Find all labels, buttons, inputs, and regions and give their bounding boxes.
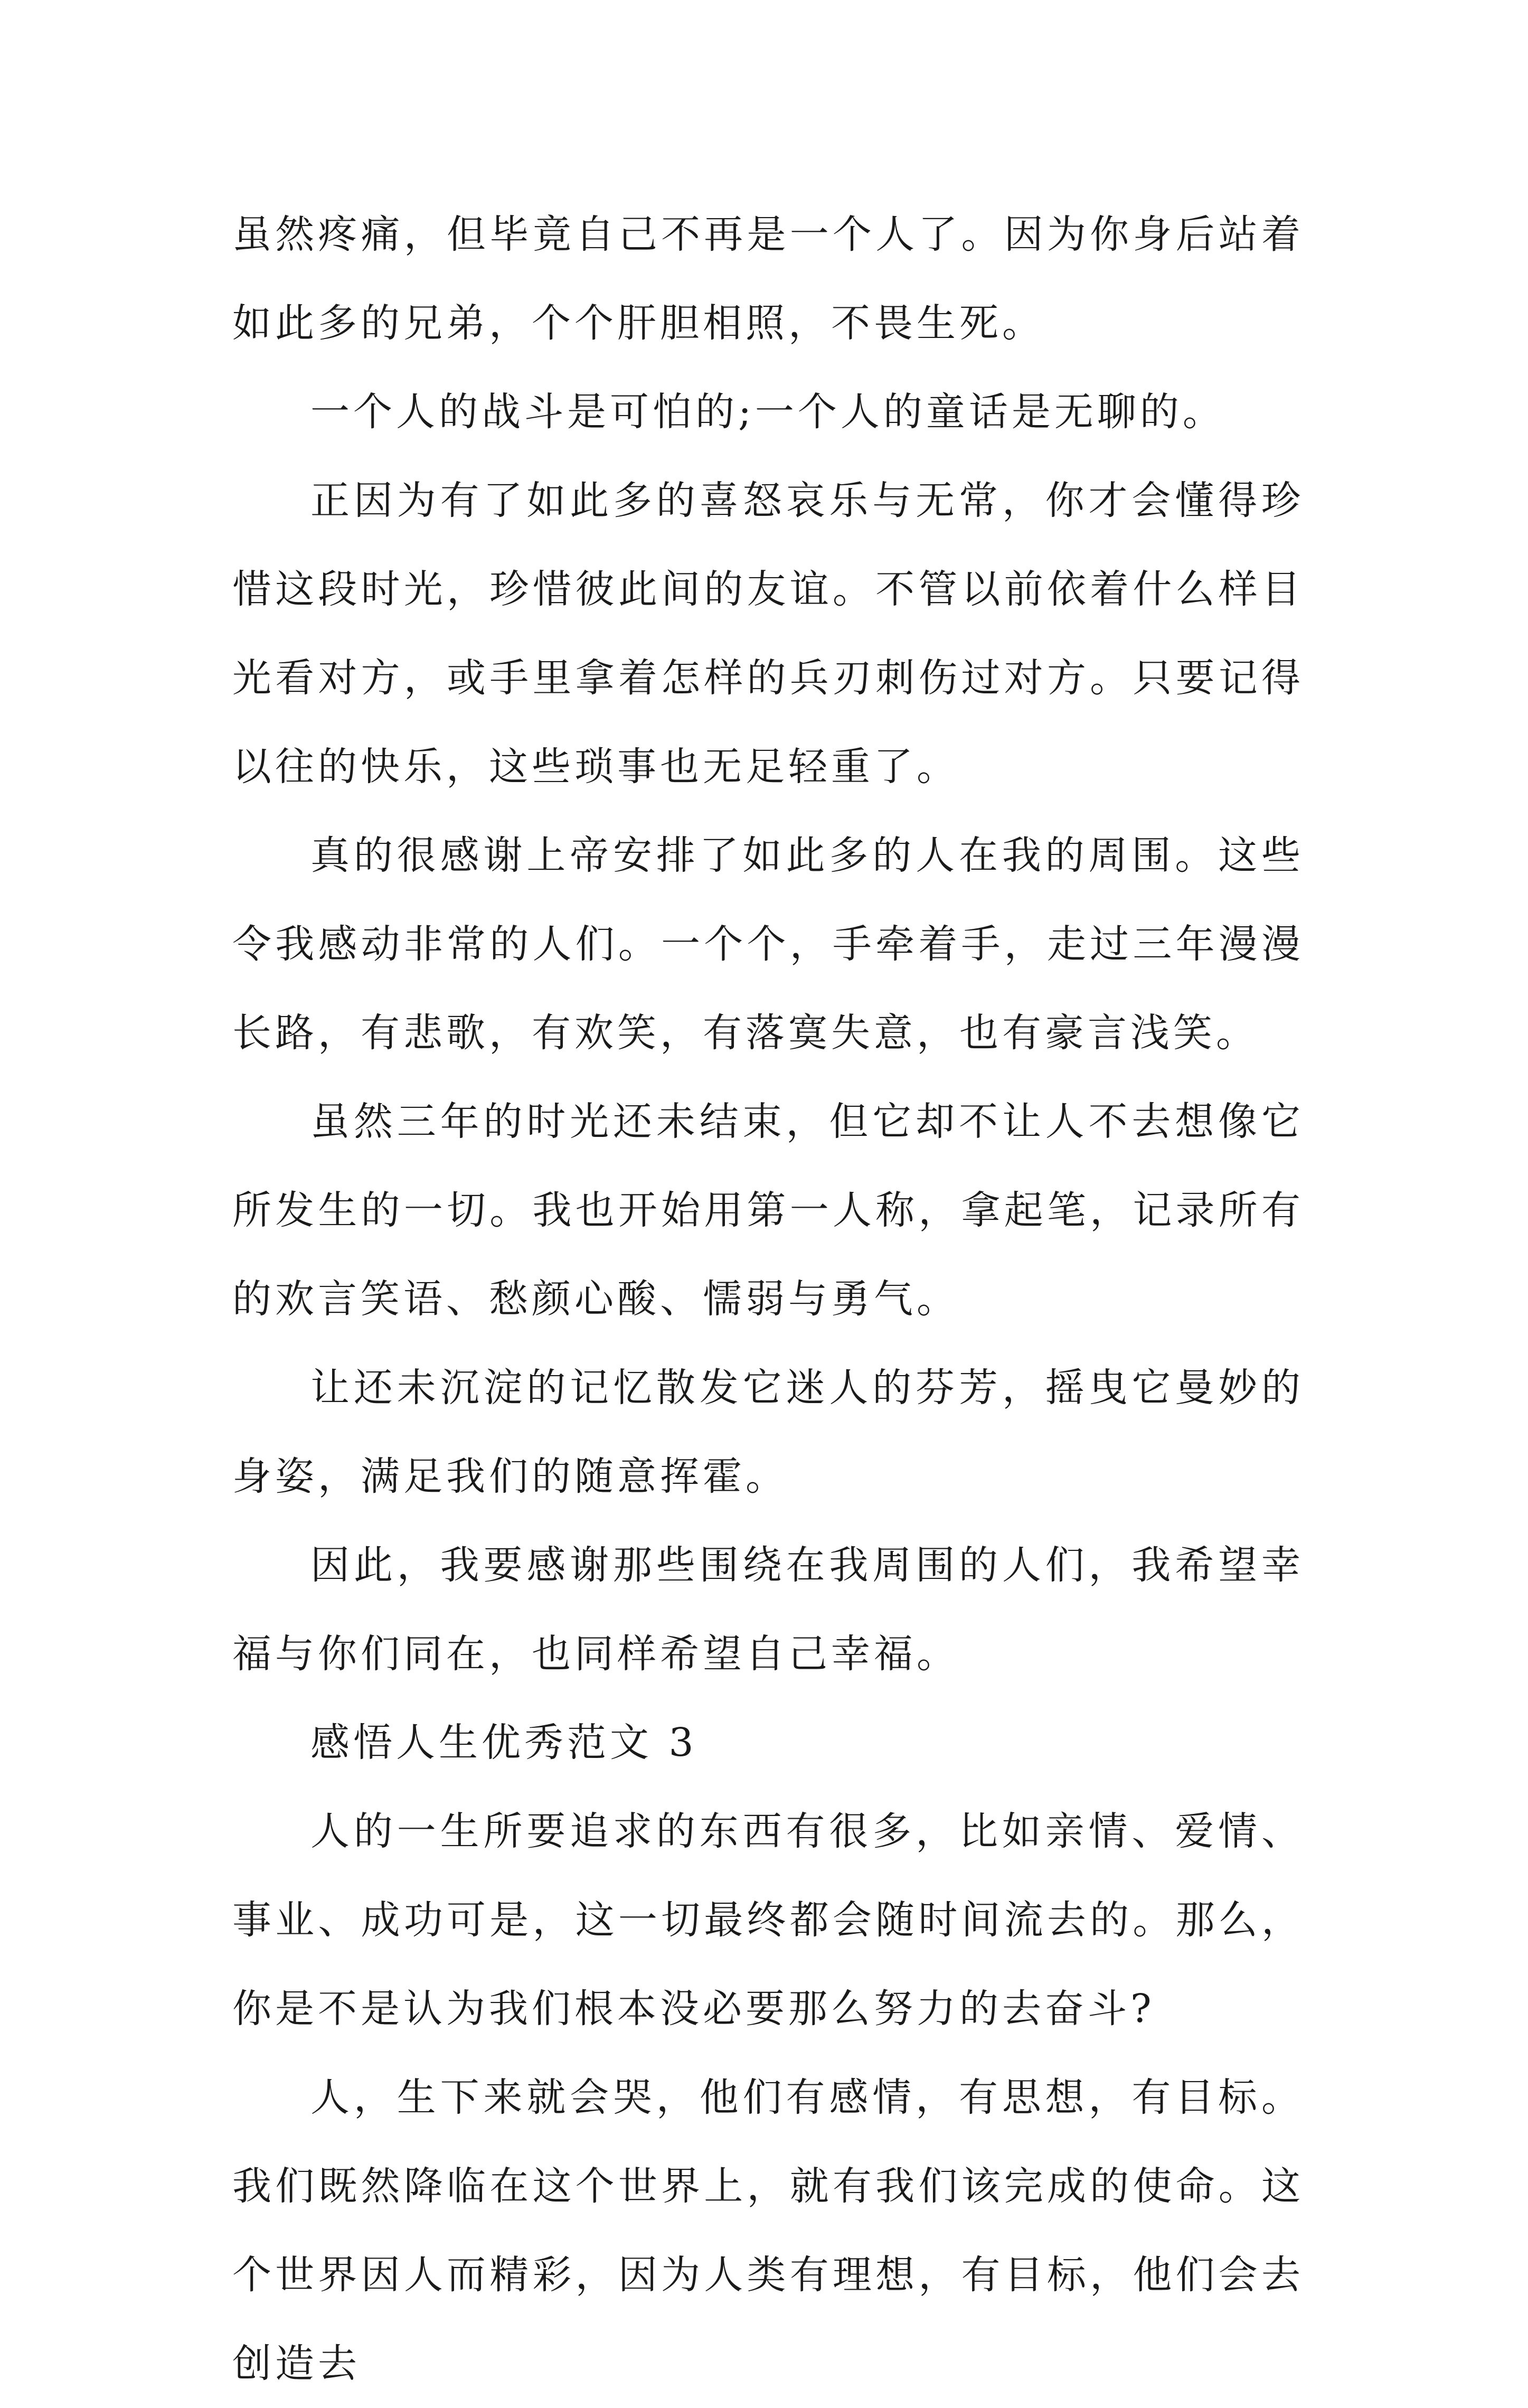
paragraph: 人的一生所要追求的东西有很多，比如亲情、爱情、事业、成功可是，这一切最终都会随时间流去的。那么，你是不是认为我们根本没必要那么努力的去奋斗? bbox=[232, 1809, 1304, 2031]
paragraph: 人，生下来就会哭，他们有感情，有思想，有目标。我们既然降临在这个世界上，就有我们该完成的使命。这个世界因人而精彩，因为人类有理想，有目标，他们会去创造去 bbox=[232, 2075, 1304, 2386]
paragraph: 正因为有了如此多的喜怒哀乐与无常，你才会懂得珍惜这段时光，珍惜彼此间的友谊。不管以前依着什么样目光看对方，或手里拿着怎样的兵刃刺伤过对方。只要记得以往的快乐，这些琐事也无足轻重了。 bbox=[232, 478, 1304, 789]
document-body bbox=[232, 190, 1304, 2408]
paragraph: 一个人的战斗是可怕的;一个人的童话是无聊的。 bbox=[310, 389, 1225, 435]
paragraph: 因此，我要感谢那些围绕在我周围的人们，我希望幸福与你们同在，也同样希望自己幸福。 bbox=[232, 1542, 1304, 1677]
paragraph: 真的很感谢上帝安排了如此多的人在我的周围。这些令我感动非常的人们。一个个，手牵着手，走过三年漫漫长路，有悲歌，有欢笑，有落寞失意，也有豪言浅笑。 bbox=[232, 833, 1304, 1056]
paragraph: 让还未沉淀的记忆散发它迷人的芬芳，摇曳它曼妙的身姿，满足我们的随意挥霍。 bbox=[232, 1365, 1304, 1499]
section-heading: 感悟人生优秀范文 3 bbox=[310, 1720, 697, 1765]
paragraph-continuation: 虽然疼痛，但毕竟自己不再是一个人了。因为你身后站着如此多的兄弟，个个肝胆相照，不畏生死。 bbox=[232, 212, 1304, 346]
paragraph: 虽然三年的时光还未结束，但它却不让人不去想像它所发生的一切。我也开始用第一人称，拿起笔，记录所有的欢言笑语、愁颜心酸、懦弱与勇气。 bbox=[232, 1099, 1304, 1322]
